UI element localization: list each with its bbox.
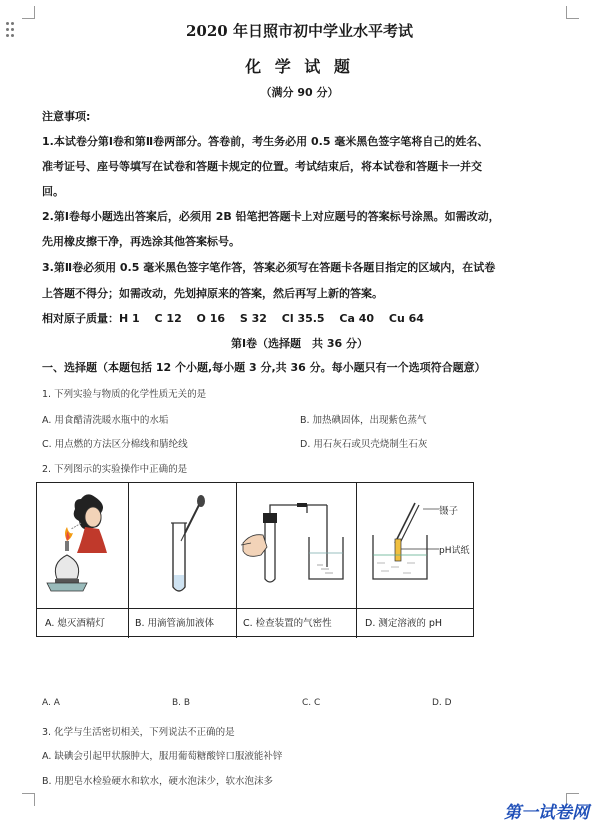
- question-2-answer-c: C. C: [302, 698, 321, 708]
- question-1-option-b: B. 加热碘固体，出现紫色蒸气: [300, 415, 427, 426]
- airtightness-check-illustration: [237, 483, 357, 608]
- crop-mark-top-right: [566, 6, 579, 19]
- ph-paper-label: pH试纸: [439, 546, 470, 556]
- question-2-answer-a: A. A: [42, 698, 60, 708]
- section-instruction: 一、选择题（本题包括 12 个小题,每小题 3 分,共 36 分。每小题只有一个选项符合题意）: [42, 361, 486, 374]
- question-3-option-a: A. 缺碘会引起甲状腺肿大，服用葡萄糖酸锌口服液能补锌: [42, 751, 283, 762]
- dropper-test-tube-illustration: [129, 483, 237, 608]
- question-2-answer-b: B. B: [172, 698, 191, 708]
- notice-item-3-line-2: 上答题不得分；如需改动，先划掉原来的答案，然后再写上新的答案。: [42, 287, 383, 300]
- notice-item-3-line-1: 3.第Ⅱ卷必须用 0.5 毫米黑色签字笔作答，答案必须写在答题卡各题目指定的区域内，在试卷: [42, 261, 496, 274]
- full-score: （满分 90 分）: [260, 86, 339, 99]
- notice-item-1-line-3: 回。: [42, 185, 64, 198]
- question-2-stem: 2. 下列图示的实验操作中正确的是: [42, 464, 188, 475]
- watermark-logo: 第一试卷网: [504, 803, 589, 823]
- notice-item-1-line-2: 准考证号、座号等填写在试卷和答题卡规定的位置。考试结束后，将本试卷和答题卡一并交: [42, 160, 482, 173]
- question-2-figure-table: [36, 482, 474, 637]
- question-1-option-c: C. 用点燃的方法区分棉线和腈纶线: [42, 439, 188, 450]
- notice-item-1-line-1: 1.本试卷分第Ⅰ卷和第Ⅱ卷两部分。答卷前，考生务必用 0.5 毫米黑色签字笔将自己的姓名、: [42, 135, 489, 148]
- figure-caption-a: A. 熄灭酒精灯: [45, 618, 105, 629]
- notice-item-2-line-1: 2.第Ⅰ卷每小题选出答案后，必须用 2B 铅笔把答题卡上对应题号的答案标号涂黑。如需改动，: [42, 210, 500, 223]
- alcohol-lamp-illustration: [37, 483, 129, 608]
- notice-item-2-line-2: 先用橡皮擦干净，再选涂其他答案标号。: [42, 235, 240, 248]
- figure-caption-c: C. 检查装置的气密性: [243, 618, 332, 629]
- tweezers-label: 镊子: [439, 506, 459, 517]
- crop-mark-bottom-left: [22, 793, 35, 806]
- atomic-mass-line: 相对原子质量：H 1 C 12 O 16 S 32 Cl 35.5 Ca 40 Cu 64: [42, 312, 424, 325]
- question-3-stem: 3. 化学与生活密切相关，下列说法不正确的是: [42, 727, 235, 738]
- section-title: 第Ⅰ卷（选择题 共 36 分）: [230, 337, 369, 350]
- subject-title: 化 学 试 题: [245, 57, 354, 76]
- figure-caption-b: B. 用滴管滴加液体: [135, 618, 215, 629]
- question-2-answer-d: D. D: [432, 698, 452, 708]
- question-1-stem: 1. 下列实验与物质的化学性质无关的是: [42, 389, 207, 400]
- question-3-option-b: B. 用肥皂水检验硬水和软水，硬水泡沫少，软水泡沫多: [42, 776, 274, 787]
- question-1-option-d: D. 用石灰石或贝壳烧制生石灰: [300, 439, 428, 450]
- figure-caption-d: D. 测定溶液的 pH: [365, 618, 443, 629]
- crop-mark-top-left: [22, 6, 35, 19]
- exam-title: 2020 年日照市初中学业水平考试: [186, 22, 413, 40]
- question-1-option-a: A. 用食醋清洗暖水瓶中的水垢: [42, 415, 169, 426]
- notice-heading: 注意事项:: [42, 110, 91, 123]
